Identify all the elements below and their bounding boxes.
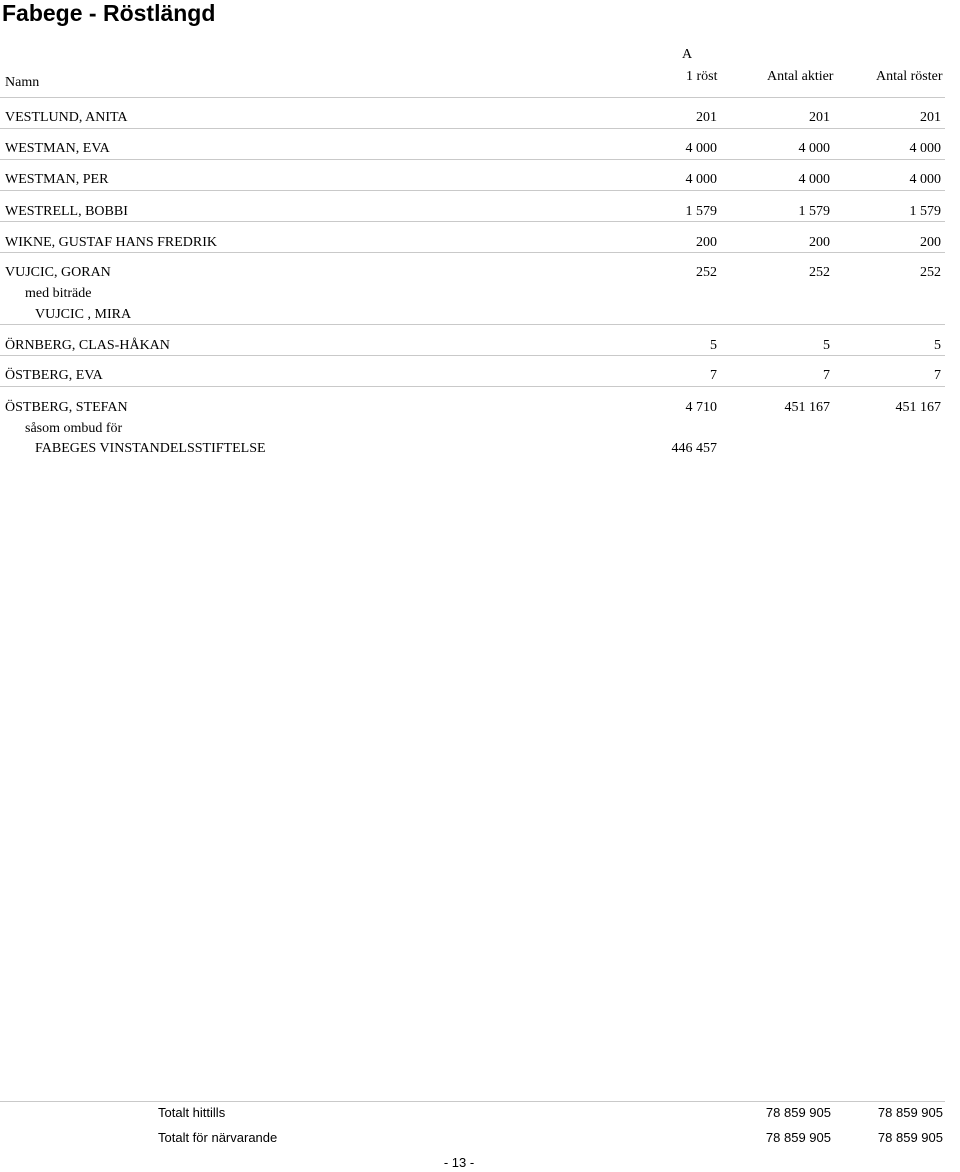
row-a: 252 bbox=[696, 265, 717, 280]
row-shares: 252 bbox=[809, 265, 830, 280]
header-shares: Antal aktier bbox=[767, 69, 834, 84]
row-votes: 1 579 bbox=[909, 204, 941, 219]
row-shares: 4 000 bbox=[798, 141, 830, 156]
row-votes: 252 bbox=[920, 265, 941, 280]
row-divider bbox=[0, 159, 945, 160]
totals-present-label: Totalt för närvarande bbox=[158, 1130, 278, 1145]
row-sub-name: VUJCIC , MIRA bbox=[35, 307, 132, 322]
row-divider bbox=[0, 386, 945, 387]
row-votes: 201 bbox=[920, 110, 941, 125]
row-divider bbox=[0, 252, 945, 253]
row-divider bbox=[0, 221, 945, 222]
totals-divider bbox=[0, 1101, 945, 1102]
row-sub-label: såsom ombud för bbox=[25, 421, 123, 436]
row-votes: 200 bbox=[920, 235, 941, 250]
page-number: - 13 - bbox=[443, 1155, 475, 1170]
row-shares: 7 bbox=[823, 368, 830, 383]
row-a: 5 bbox=[710, 338, 717, 353]
row-a: 4 000 bbox=[685, 141, 717, 156]
row-name: VUJCIC, GORAN bbox=[5, 265, 111, 280]
row-name: VESTLUND, ANITA bbox=[5, 110, 128, 125]
row-shares: 201 bbox=[809, 110, 830, 125]
row-name: ÖSTBERG, STEFAN bbox=[5, 400, 128, 415]
totals-found-shares: 78 859 905 bbox=[765, 1105, 831, 1120]
row-divider bbox=[0, 324, 945, 325]
row-votes: 5 bbox=[934, 338, 941, 353]
row-votes: 4 000 bbox=[909, 172, 941, 187]
row-shares: 4 000 bbox=[798, 172, 830, 187]
row-votes: 4 000 bbox=[909, 141, 941, 156]
row-a: 200 bbox=[696, 235, 717, 250]
header-name: Namn bbox=[5, 75, 40, 90]
row-name: WESTRELL, BOBBI bbox=[5, 204, 128, 219]
page-title: Fabege - Röstlängd bbox=[2, 0, 216, 26]
row-sub-name: FABEGES VINSTANDELSSTIFTELSE bbox=[35, 441, 266, 456]
row-a: 4 710 bbox=[685, 400, 717, 415]
header-divider bbox=[0, 97, 945, 98]
row-sub-label: med biträde bbox=[25, 286, 92, 301]
row-name: WESTMAN, PER bbox=[5, 172, 109, 187]
row-a: 201 bbox=[696, 110, 717, 125]
row-divider bbox=[0, 190, 945, 191]
header-class-a: 1 röst bbox=[686, 69, 718, 84]
totals-found-label: Totalt hittills bbox=[158, 1105, 226, 1120]
totals-present-votes: 78 859 905 bbox=[877, 1130, 943, 1145]
header-votes: Antal röster bbox=[876, 69, 943, 84]
row-name: ÖSTBERG, EVA bbox=[5, 368, 103, 383]
header-class-a-top: A bbox=[682, 47, 693, 62]
row-votes: 451 167 bbox=[895, 400, 941, 415]
row-divider bbox=[0, 128, 945, 129]
row-shares: 200 bbox=[809, 235, 830, 250]
row-divider bbox=[0, 355, 945, 356]
row-a: 4 000 bbox=[685, 172, 717, 187]
row-votes: 7 bbox=[934, 368, 941, 383]
row-name: WESTMAN, EVA bbox=[5, 141, 110, 156]
row-name: ÖRNBERG, CLAS-HÅKAN bbox=[5, 338, 170, 353]
row-sub-a: 446 457 bbox=[671, 441, 717, 456]
row-a: 7 bbox=[710, 368, 717, 383]
totals-present-shares: 78 859 905 bbox=[765, 1130, 831, 1145]
row-a: 1 579 bbox=[685, 204, 717, 219]
totals-found-votes: 78 859 905 bbox=[877, 1105, 943, 1120]
row-shares: 5 bbox=[823, 338, 830, 353]
row-name: WIKNE, GUSTAF HANS FREDRIK bbox=[5, 235, 217, 250]
row-shares: 451 167 bbox=[784, 400, 830, 415]
row-shares: 1 579 bbox=[798, 204, 830, 219]
